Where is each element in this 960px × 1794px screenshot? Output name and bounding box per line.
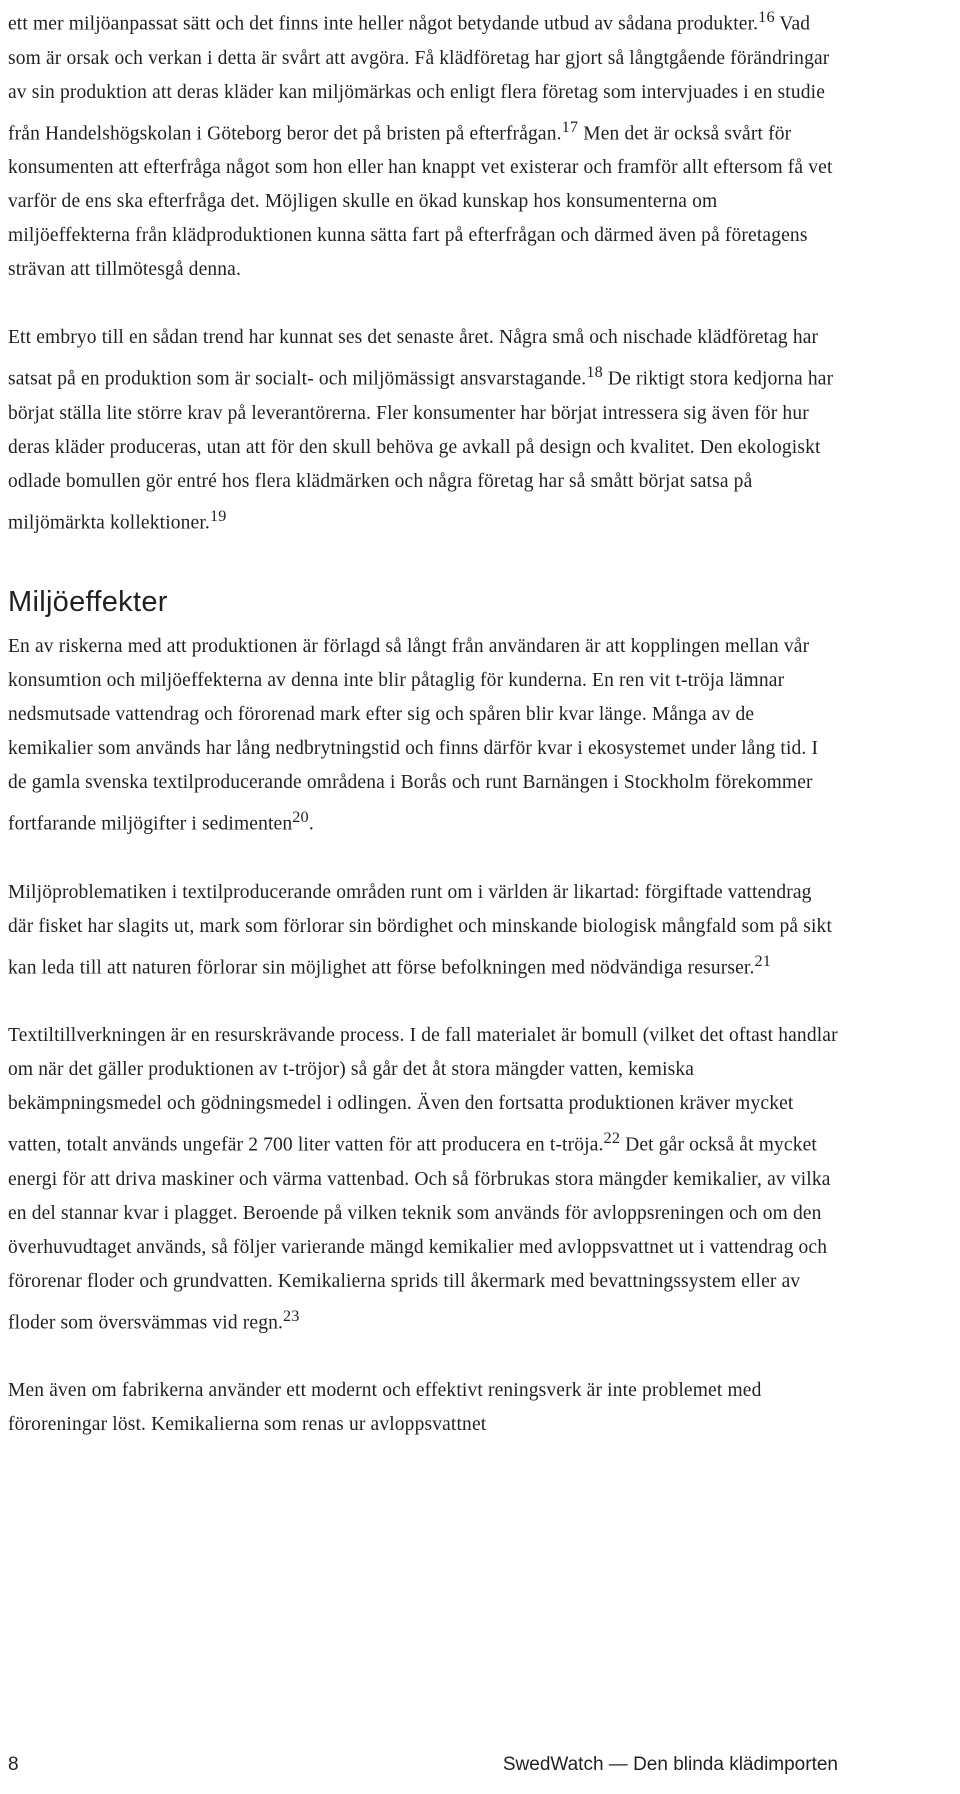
footnote-reference: 20 bbox=[292, 808, 309, 826]
paragraph-text: Textiltillverkningen är en resurskrävande process. I de fall materialet är bomull (vilket det oftast handlar om när det gäller produktionen av t-tröjor) så går det åt stora mängder vatten, kemiska bekämpningsmedel och gödningsmedel i odlingen. Även den fortsatta produktionen kräver mycket vatten, totalt används ungefär 2 700 liter vatten för att producera en t-tröja. bbox=[8, 1025, 838, 1156]
body-paragraph bbox=[8, 630, 838, 842]
paragraph-text: De riktigt stora kedjorna har börjat ställa lite större krav på leverantörerna. Fler konsumenter har börjat intressera sig även för hur deras kläder produceras, utan att för den skull behöva ge avkall på design och kvalitet. Den ekologiskt odlade bomullen gör entré hos flera klädmärken och några företag har så smått börjat satsa på miljömärkta kollektioner. bbox=[8, 368, 834, 533]
document-page bbox=[8, 0, 838, 1442]
footnote-reference: 21 bbox=[754, 951, 772, 970]
paragraph-text: Det går också åt mycket energi för att driva maskiner och värma vattenbad. Och så förbrukas stora mängder kemikalier, av vilka en del stannar kvar i plagget. Beroende på vilken teknik som används för avloppsreningen och om den överhuvudtaget används, så följer varierande mängd kemikalier med avloppsvattnet ut i vattendrag och förorenar floder och grundvatten. Kemikalierna sprids till åkermark med bevattningssystem eller av floder som översvämmas vid regn. bbox=[8, 1134, 831, 1333]
paragraph-text: . bbox=[308, 813, 314, 835]
footnote-reference: 23 bbox=[283, 1306, 300, 1325]
footnote-reference: 17 bbox=[561, 117, 579, 136]
footnote-reference: 16 bbox=[758, 8, 775, 26]
paragraph-text: Men även om fabrikerna använder ett modernt och effektivt reningsverk är inte problemet med föroreningar löst. Kemikalierna som renas ur avloppsvattnet bbox=[8, 1380, 762, 1435]
paragraph-text: Ett embryo till en sådan trend har kunnat ses det senaste året. Några små och nischade klädföretag har satsat på en produktion som är socialt- och miljömässigt ansvarstagande. bbox=[8, 327, 819, 390]
paragraph-text: Miljöproblematiken i textilproducerande områden runt om i världen är likartad: förgiftade vattendrag där fisket har slagits ut, mark som förlorar sin bördighet och minskande biologisk mångfald som på sikt kan leda till att naturen förlorar sin möjlighet att förse befolkningen med nödvändiga resurser. bbox=[8, 881, 833, 978]
body-paragraph bbox=[8, 0, 838, 287]
footnote-reference: 22 bbox=[603, 1129, 621, 1147]
paragraph-text: Vad som är orsak och verkan i detta är svårt att avgöra. Få klädföretag har gjort så långtgående förändringar av sin produktion att deras kläder kan miljömärkas och enligt flera företag som intervjuades i en studie från Handelshögskolan i Göteborg beror det på bristen på efterfrågan. bbox=[8, 13, 830, 144]
paragraph-text: ett mer miljöanpassat sätt och det finns inte heller något betydande utbud av sådana produkter. bbox=[8, 13, 759, 35]
running-title: SwedWatch — Den blinda klädimporten bbox=[502, 1754, 838, 1775]
footnote-reference: 18 bbox=[586, 363, 603, 381]
page-footer bbox=[8, 1754, 838, 1782]
body-paragraph bbox=[8, 1374, 838, 1442]
section-heading: Miljöeffekter bbox=[8, 586, 168, 618]
body-paragraph bbox=[8, 876, 838, 986]
paragraph-text: Men det är också svårt för konsumenten att efterfråga något som hon eller han knappt vet existerar och framför allt eftersom få vet varför de ens ska efterfråga det. Möjligen skulle en ökad kunskap hos konsumenterna om miljöeffekterna från klädproduktionen kunna sätta fart på efterfrågan och därmed även på företagens strävan att tillmötesgå denna. bbox=[8, 123, 833, 280]
body-paragraph bbox=[8, 1019, 838, 1340]
page-number: 8 bbox=[8, 1754, 19, 1775]
body-paragraph bbox=[8, 321, 838, 540]
paragraph-text: En av riskerna med att produktionen är förlagd så långt från användaren är att kopplingen mellan vår konsumtion och miljöeffekterna av denna inte blir påtaglig för kunderna. En ren vit t-tröja lämnar nedsmutsade vattendrag och förorenad mark efter sig och spåren blir kvar länge. Många av de kemikalier som används har lång nedbrytningstid och finns därför kvar i ekosystemet under lång tid. I de gamla svenska textilproducerande områdena i Borås och runt Barnängen i Stockholm förekommer fortfarande miljögifter i sedimenten bbox=[8, 636, 819, 835]
footnote-reference: 19 bbox=[209, 506, 227, 525]
